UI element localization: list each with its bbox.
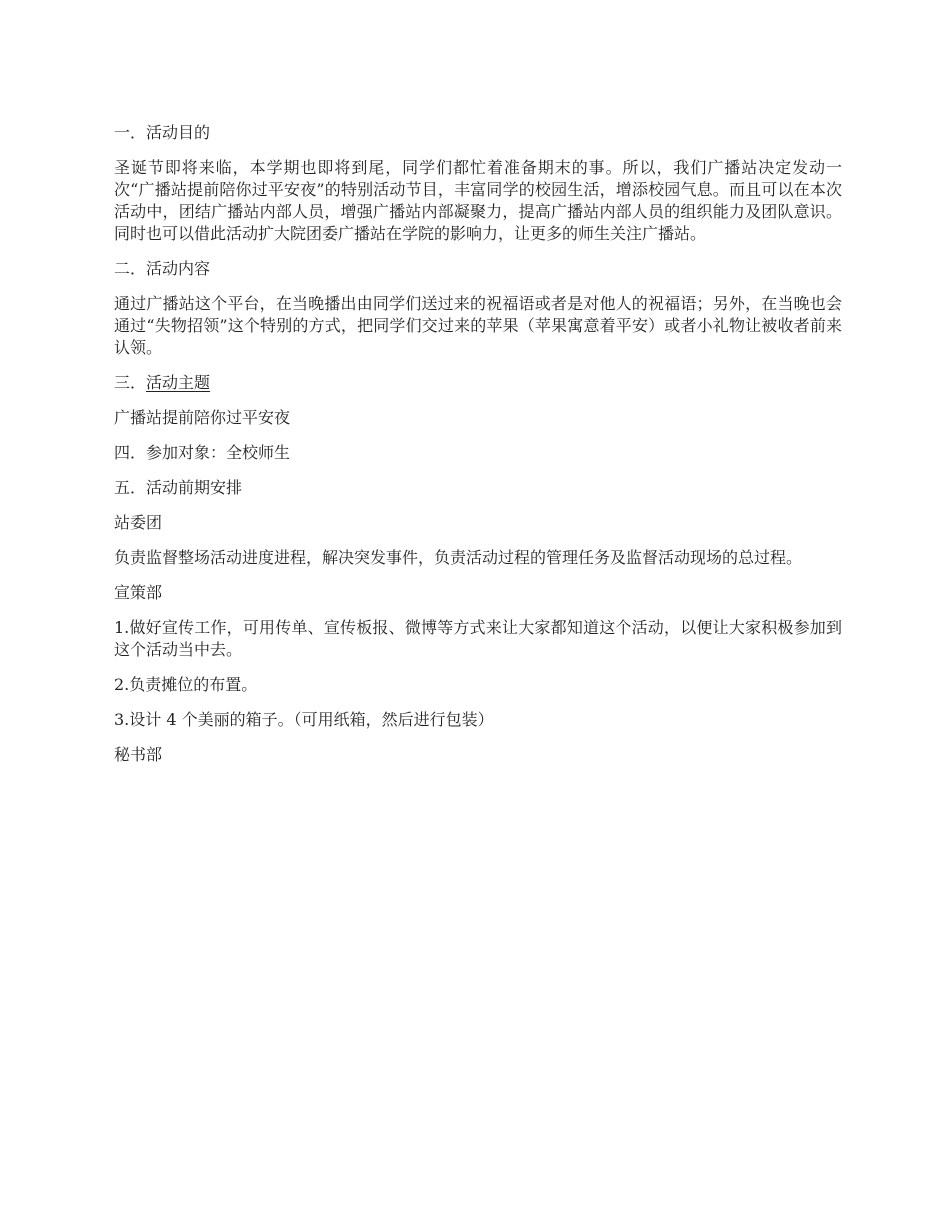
document-page [114, 122, 842, 779]
section-4-heading: 四．参加对象：全校师生 [114, 443, 291, 462]
section-2-heading: 二．活动内容 [114, 259, 211, 278]
group-3-title: 秘书部 [114, 745, 163, 764]
list-item-3: 3.设计 4 个美丽的箱子。（可用纸箱，然后进行包装） [114, 710, 494, 729]
section-3-number: 三． [114, 373, 147, 392]
list-item-1: 1.做好宣传工作，可用传单、宣传板报、微博等方式来让大家都知道这个活动，以便让大家积极参加到这个活动当中去。 [114, 618, 842, 659]
group-1-body: 负责监督整场活动进度进程，解决突发事件，负责活动过程的管理任务及监督活动现场的总过程。 [114, 548, 803, 567]
section-5-heading: 五．活动前期安排 [114, 478, 243, 497]
section-3-heading [114, 372, 842, 394]
section-1-heading: 一．活动目的 [114, 123, 211, 142]
group-2-title: 宣策部 [114, 583, 163, 602]
section-3-title: 活动主题 [146, 373, 211, 392]
section-3-body: 广播站提前陪你过平安夜 [114, 408, 291, 427]
section-2-body: 通过广播站这个平台，在当晚播出由同学们送过来的祝福语或者是对他人的祝福语；另外，在当晚也会通过“失物招领”这个特别的方式，把同学们交过来的苹果（苹果寓意着平安）或者小礼物让被收者前来认领。 [114, 294, 842, 357]
list-item-2: 2.负责摊位的布置。 [114, 675, 258, 694]
section-1-body: 圣诞节即将来临，本学期也即将到尾，同学们都忙着准备期末的事。所以，我们广播站决定发动一次“广播站提前陪你过平安夜”的特别活动节目，丰富同学的校园生活，增添校园气息。而且可以在本次活动中，团结广播站内部人员，增强广播站内部凝聚力，提高广播站内部人员的组织能力及团队意识。同时也可以借此活动扩大院团委广播站在学院的影响力，让更多的师生关注广播站。 [114, 158, 842, 243]
group-1-title: 站委团 [114, 513, 163, 532]
